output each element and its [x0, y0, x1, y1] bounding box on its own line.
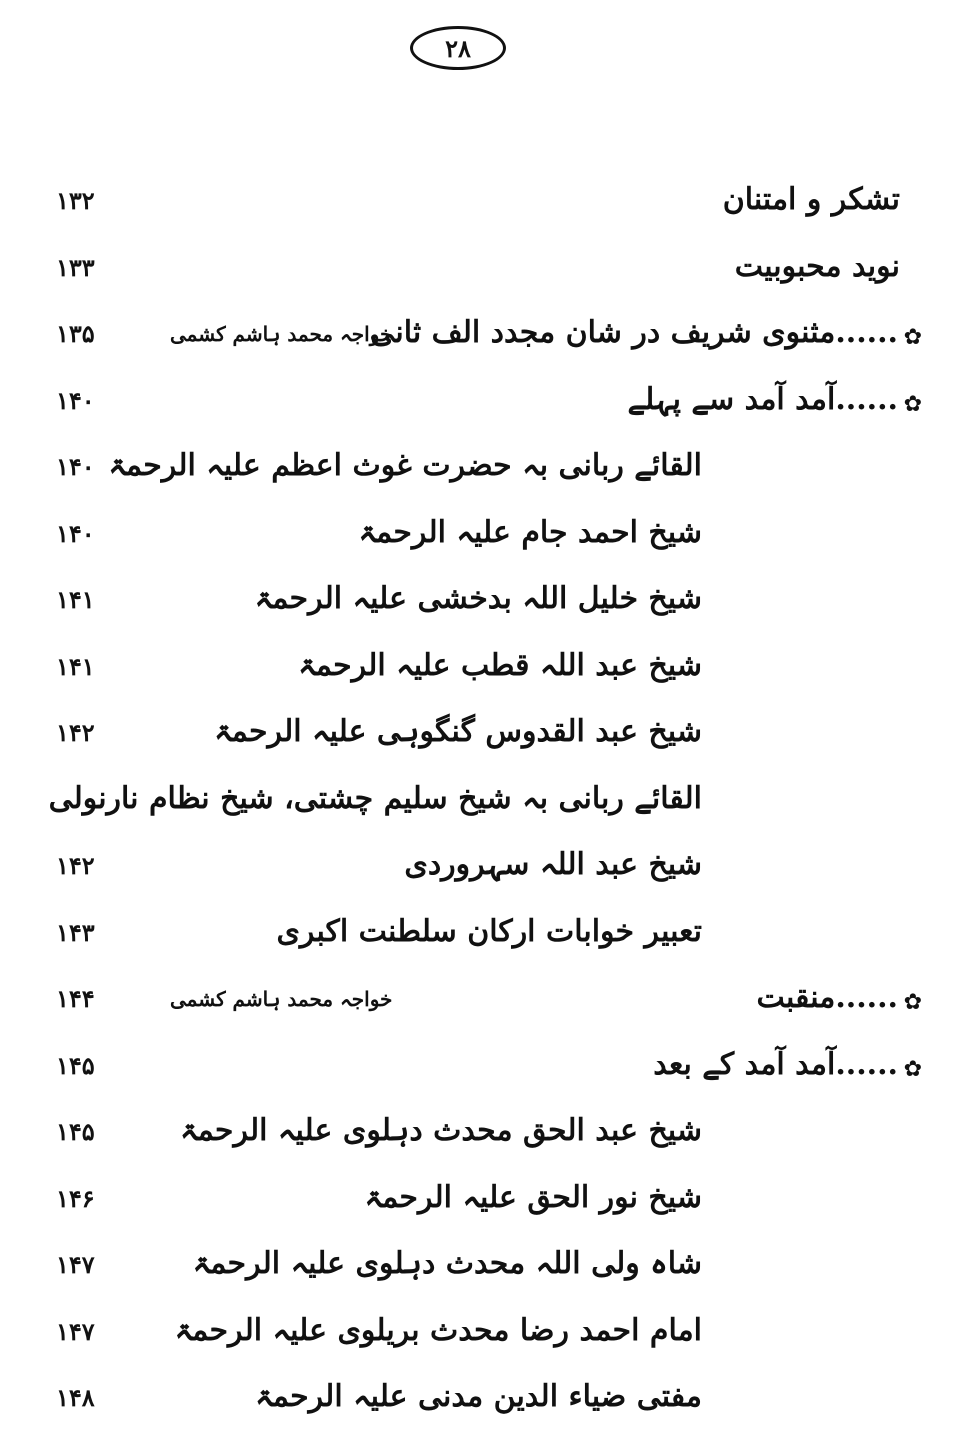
flower-bullet-icon: ✿	[903, 990, 922, 1015]
toc-entry	[0, 303, 960, 363]
toc-entry	[0, 569, 960, 629]
toc-entry	[0, 769, 960, 829]
toc-entry-page-number: ۱۴۶	[56, 1183, 95, 1213]
toc-entry-page-number: ۱۴۷	[56, 1316, 95, 1346]
toc-entry-author: خواجہ محمد ہاشم کشمی	[170, 322, 393, 346]
toc-entry-page-number: ۱۴۵	[56, 1117, 95, 1146]
toc-entry-author: خواجہ محمد ہاشم کشمی	[170, 987, 393, 1011]
toc-entry	[0, 636, 960, 696]
toc-entry-page-number: ۱۴۴	[56, 984, 95, 1013]
toc-entry-page-number: ۱۴۱	[56, 585, 95, 614]
toc-entry-title: القائے ربانی بہ حضرت غوث اعظم علیہ الرحمۃ	[108, 448, 702, 483]
toc-entry-title: شیخ خلیل اللہ بدخشی علیہ الرحمۃ	[254, 581, 702, 616]
toc-entry	[0, 237, 960, 297]
toc-entry	[0, 835, 960, 895]
toc-entry-title: مفتی ضیاء الدین مدنی علیہ الرحمۃ	[255, 1379, 702, 1414]
toc-entry	[0, 902, 960, 962]
toc-entry	[0, 1301, 960, 1361]
toc-entry-title: نوید محبوبیت	[734, 248, 900, 284]
toc-entry-title: امام احمد رضا محدث بریلوی علیہ الرحمۃ	[174, 1312, 702, 1348]
toc-entry-page-number: ۱۴۸	[56, 1383, 95, 1412]
toc-entry	[0, 503, 960, 563]
toc-entry-title: شیخ احمد جام علیہ الرحمۃ	[358, 514, 702, 550]
toc-entry	[0, 702, 960, 762]
toc-entry-title: شیخ عبد اللہ سہروردی	[404, 847, 702, 882]
flower-bullet-icon: ✿	[903, 325, 922, 350]
toc-entry-title: القائے ربانی بہ شیخ سلیم چشتی، شیخ نظام نارنولی	[48, 780, 702, 816]
toc-entry-title: شیخ نور الحق علیہ الرحمۃ	[364, 1179, 702, 1215]
toc-entry	[0, 1101, 960, 1161]
toc-entry-page-number: ۱۴۰	[56, 385, 95, 415]
flower-bullet-icon: ✿	[903, 391, 922, 417]
toc-entry-page-number: ۱۴۱	[56, 651, 95, 681]
toc-entry-title: ......منقبت	[756, 980, 898, 1015]
toc-entry	[0, 370, 960, 430]
toc-entry	[0, 1234, 960, 1294]
toc-entry-title: ......آمد آمد کے بعد	[653, 1046, 898, 1082]
toc-entry	[0, 1367, 960, 1427]
toc-entry-title: شاہ ولی اللہ محدث دہلوی علیہ الرحمۃ	[192, 1246, 702, 1281]
toc-entry-title: شیخ عبد اللہ قطب علیہ الرحمۃ	[298, 647, 702, 683]
toc-entry	[0, 1035, 960, 1095]
toc-entry-title: تشکر و امتنان	[722, 182, 900, 217]
toc-entry-page-number: ۱۳۵	[56, 319, 95, 348]
toc-entry-title: تعبیر خوابات ارکان سلطنت اکبری	[276, 913, 702, 949]
toc-entry-page-number: ۱۴۲	[56, 851, 95, 880]
toc-entry-page-number: ۱۳۲	[56, 186, 95, 215]
toc-entry-title: شیخ عبد القدوس گنگوہی علیہ الرحمۃ	[214, 714, 702, 749]
toc-entry-title: ......آمد آمد سے پہلے	[627, 381, 898, 417]
toc-entry	[0, 436, 960, 496]
toc-entry-page-number: ۱۴۰	[56, 452, 95, 481]
page-number: ۲۸	[445, 33, 471, 63]
toc-entry-page-number: ۱۴۳	[56, 917, 95, 947]
toc-entry-page-number: ۱۴۲	[56, 718, 95, 747]
toc-entry	[0, 1168, 960, 1228]
toc-entry	[0, 170, 960, 230]
flower-bullet-icon: ✿	[903, 1056, 922, 1082]
toc-entry-page-number: ۱۴۵	[56, 1050, 95, 1080]
toc-entry-page-number: ۱۳۳	[56, 252, 95, 282]
toc-entry-page-number: ۱۴۰	[56, 518, 95, 548]
toc-entry-page-number: ۱۴۷	[56, 1250, 95, 1279]
toc-entry	[0, 968, 960, 1028]
toc-entry-title: شیخ عبد الحق محدث دہلوی علیہ الرحمۃ	[179, 1113, 702, 1148]
toc-entry-title: ......مثنوی شریف در شان مجدد الف ثانی	[370, 315, 898, 350]
page-number-badge	[410, 26, 506, 70]
